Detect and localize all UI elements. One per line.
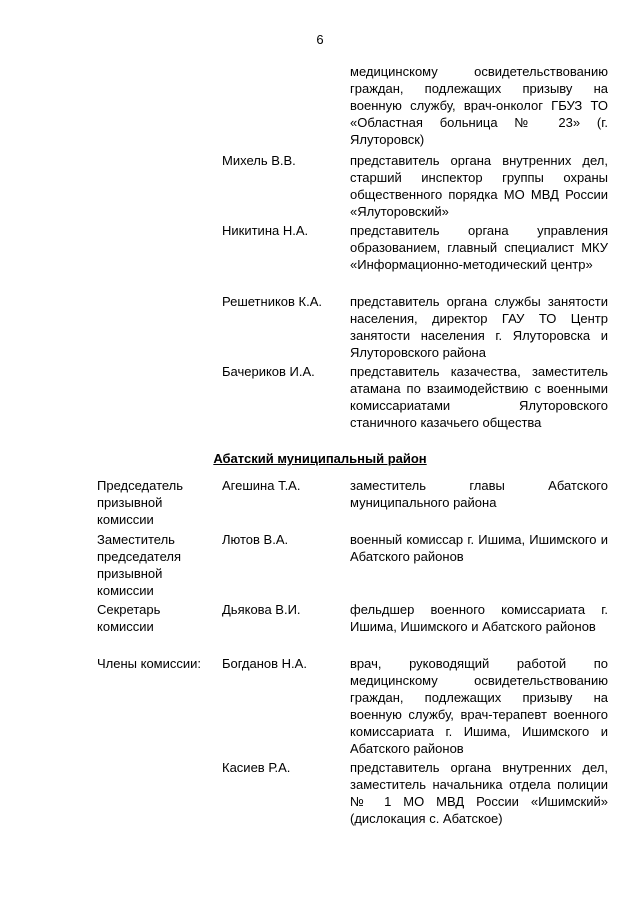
- member-description: заместитель главы Абатского муниципального района: [350, 478, 608, 510]
- member-name: Лютов В.А.: [222, 532, 289, 547]
- member-description: фельдшер военного комиссариата г. Ишима, Ишимского и Абатского районов: [350, 602, 608, 634]
- member-description: представитель органа управления образованием, главный специалист МКУ «Информационно-методический центр»: [350, 223, 608, 272]
- member-name: Никитина Н.А.: [222, 223, 309, 238]
- section-heading: Абатский муниципальный район: [213, 451, 427, 466]
- page-number: 6: [316, 32, 324, 47]
- role-label: Секретарь комиссии: [97, 602, 161, 634]
- role-label: Члены комиссии:: [97, 656, 202, 671]
- member-description: представитель органа внутренних дел, старший инспектор группы охраны общественного порядка МО МВД России «Ялуторовский»: [350, 153, 608, 219]
- role-label: Заместитель председателя призывной комиссии: [97, 532, 182, 598]
- role-label: Председатель призывной комиссии: [97, 478, 184, 527]
- member-description: представитель органа внутренних дел, заместитель начальника отдела полиции № 1 МО МВД России «Ишимский» (дислокация с. Абатское): [350, 760, 608, 826]
- continuation-description: медицинскому освидетельствованию граждан, подлежащих призыву на военную службу, врач-онколог ГБУЗ ТО «Областная больница № 23» (г. Ялуторовск): [350, 64, 608, 147]
- member-description: представитель органа службы занятости населения, директор ГАУ ТО Центр занятости населения г. Ялуторовска и Ялуторовского района: [350, 294, 608, 360]
- member-name: Агешина Т.А.: [222, 478, 301, 493]
- member-name: Богданов Н.А.: [222, 656, 307, 671]
- member-description: военный комиссар г. Ишима, Ишимского и Абатского районов: [350, 532, 608, 564]
- member-name: Бачериков И.А.: [222, 364, 315, 379]
- member-name: Дьякова В.И.: [222, 602, 301, 617]
- member-description: представитель казачества, заместитель атамана по взаимодействию с военными комиссариатами Ялуторовского станичного казачьего общества: [350, 364, 608, 430]
- member-name: Михель В.В.: [222, 153, 296, 168]
- member-description: врач, руководящий работой по медицинскому освидетельствованию граждан, подлежащих призыву на военную службу, врач-терапевт военного комиссариата г. Ишима, Ишимского и Абатского районов: [350, 656, 608, 756]
- member-name: Решетников К.А.: [222, 294, 323, 309]
- member-name: Касиев Р.А.: [222, 760, 291, 775]
